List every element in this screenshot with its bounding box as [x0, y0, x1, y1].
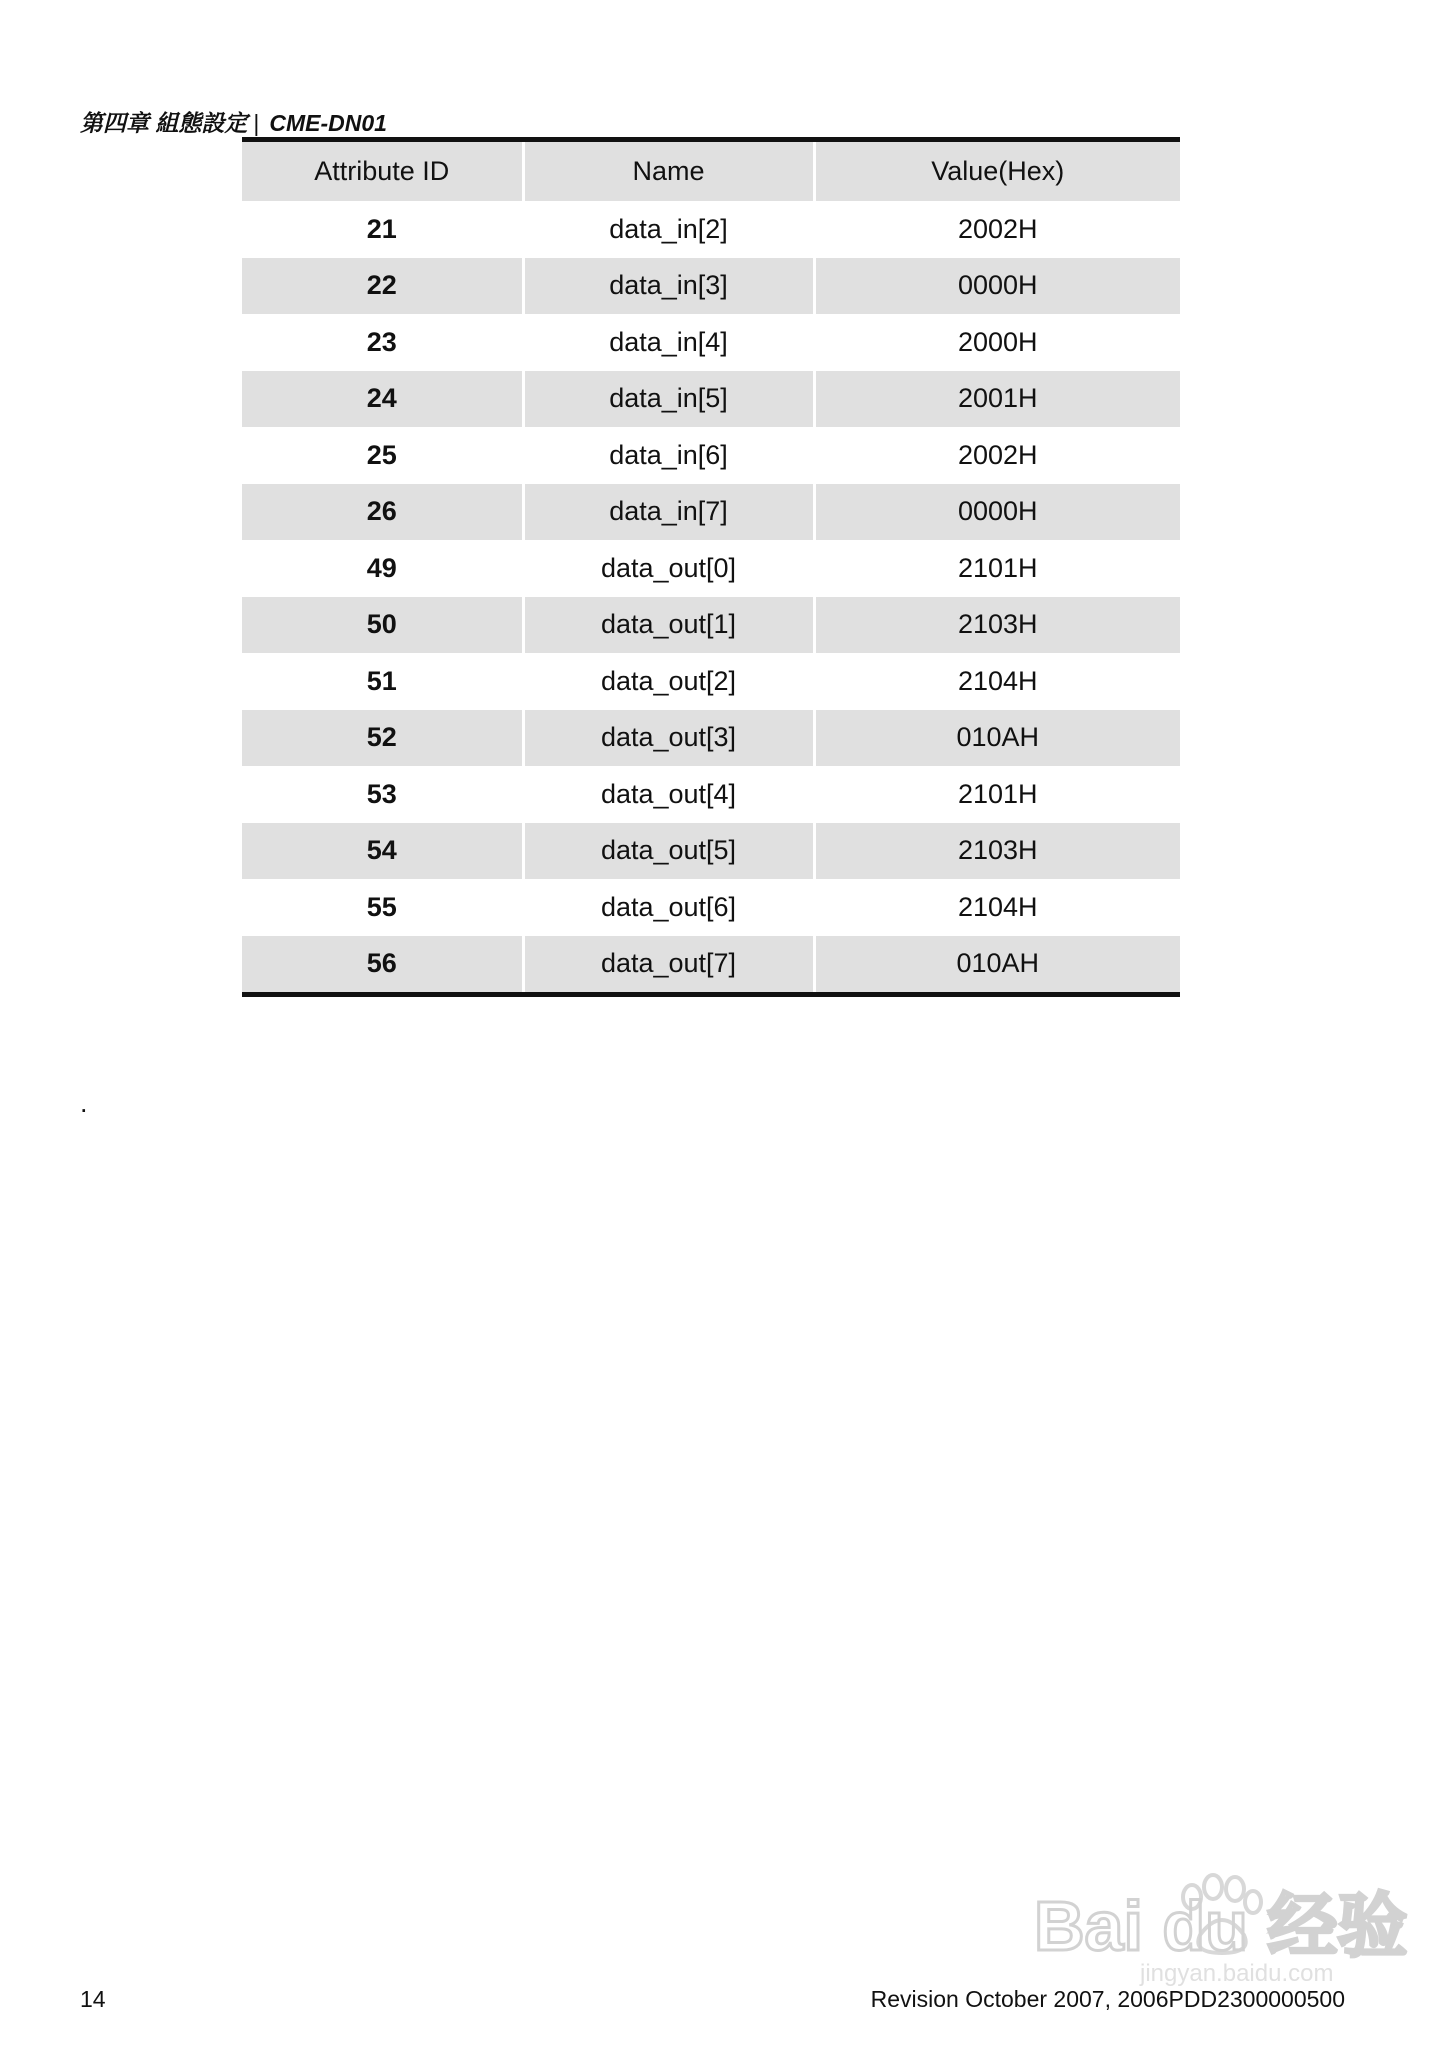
model-name: CME-DN01 [269, 110, 387, 136]
value-cell: 2104H [957, 665, 1038, 696]
attribute-id-cell: 55 [242, 879, 523, 936]
baidu-jingyan-watermark [1030, 1855, 1408, 1987]
attribute-id-cell: 49 [242, 540, 523, 597]
column-header-name: Name [523, 142, 814, 201]
value-cell: 0000H [814, 258, 1180, 315]
table-row [242, 314, 1180, 371]
value-cell: 2002H [957, 213, 1038, 244]
attribute-id-cell: 21 [242, 201, 523, 258]
value-cell: 010AH [814, 710, 1180, 767]
name-cell: data_in[7] [523, 484, 814, 541]
attribute-id-cell: 23 [242, 314, 523, 371]
name-cell: data_out[7] [523, 936, 814, 993]
value-cell: 2002H [957, 439, 1038, 470]
watermark-url-text: jingyan.baidu.com [1140, 1960, 1334, 1987]
attribute-id-cell: 24 [242, 371, 523, 428]
table-row [242, 201, 1180, 258]
name-cell: data_in[5] [523, 371, 814, 428]
attribute-id-cell: 26 [242, 484, 523, 541]
name-cell: data_out[5] [523, 823, 814, 880]
table-row [242, 484, 1180, 541]
table-row [242, 710, 1180, 767]
chapter-title: 第四章 組態設定 [80, 110, 248, 136]
name-cell: data_out[6] [523, 879, 814, 936]
attribute-id-cell: 53 [242, 766, 523, 823]
attribute-id-cell: 25 [242, 427, 523, 484]
header-separator: | [253, 110, 260, 136]
value-cell: 2001H [814, 371, 1180, 428]
value-cell: 2101H [957, 778, 1038, 809]
name-cell: data_out[1] [523, 597, 814, 654]
attribute-id-cell: 51 [242, 653, 523, 710]
table-row [242, 823, 1180, 880]
table-row [242, 766, 1180, 823]
attribute-table-container [242, 137, 1180, 997]
value-cell: 2103H [814, 597, 1180, 654]
page-number: 14 [80, 1986, 106, 2012]
name-cell: data_out[3] [523, 710, 814, 767]
value-cell: 0000H [814, 484, 1180, 541]
value-cell: 2101H [957, 552, 1038, 583]
value-cell: 010AH [814, 936, 1180, 993]
table-row [242, 258, 1180, 315]
name-cell: data_in[6] [523, 427, 814, 484]
name-cell: data_out[0] [523, 540, 814, 597]
attribute-id-cell: 54 [242, 823, 523, 880]
attribute-id-cell: 52 [242, 710, 523, 767]
table-row [242, 597, 1180, 654]
name-cell: data_in[4] [523, 314, 814, 371]
value-cell: 2103H [814, 823, 1180, 880]
table-row [242, 540, 1180, 597]
stray-period: . [80, 1088, 88, 1118]
attribute-id-cell: 56 [242, 936, 523, 993]
watermark-brand-text: Bai du 经验 [1034, 1887, 1408, 1965]
revision-text: Revision October 2007, 2006PDD2300000500 [870, 1986, 1345, 2012]
table-row [242, 653, 1180, 710]
page-header [80, 105, 387, 138]
attribute-id-cell: 22 [242, 258, 523, 315]
table-row [242, 427, 1180, 484]
attribute-table [242, 142, 1180, 992]
column-header-attribute-id: Attribute ID [242, 142, 523, 201]
name-cell: data_out[4] [523, 766, 814, 823]
attribute-id-cell: 50 [242, 597, 523, 654]
name-cell: data_in[3] [523, 258, 814, 315]
value-cell: 2000H [957, 326, 1038, 357]
column-header-value: Value(Hex) [814, 142, 1180, 201]
name-cell: data_in[2] [523, 201, 814, 258]
table-row [242, 936, 1180, 993]
value-cell: 2104H [957, 891, 1038, 922]
table-header-row [242, 142, 1180, 201]
name-cell: data_out[2] [523, 653, 814, 710]
table-row [242, 371, 1180, 428]
table-row [242, 879, 1180, 936]
